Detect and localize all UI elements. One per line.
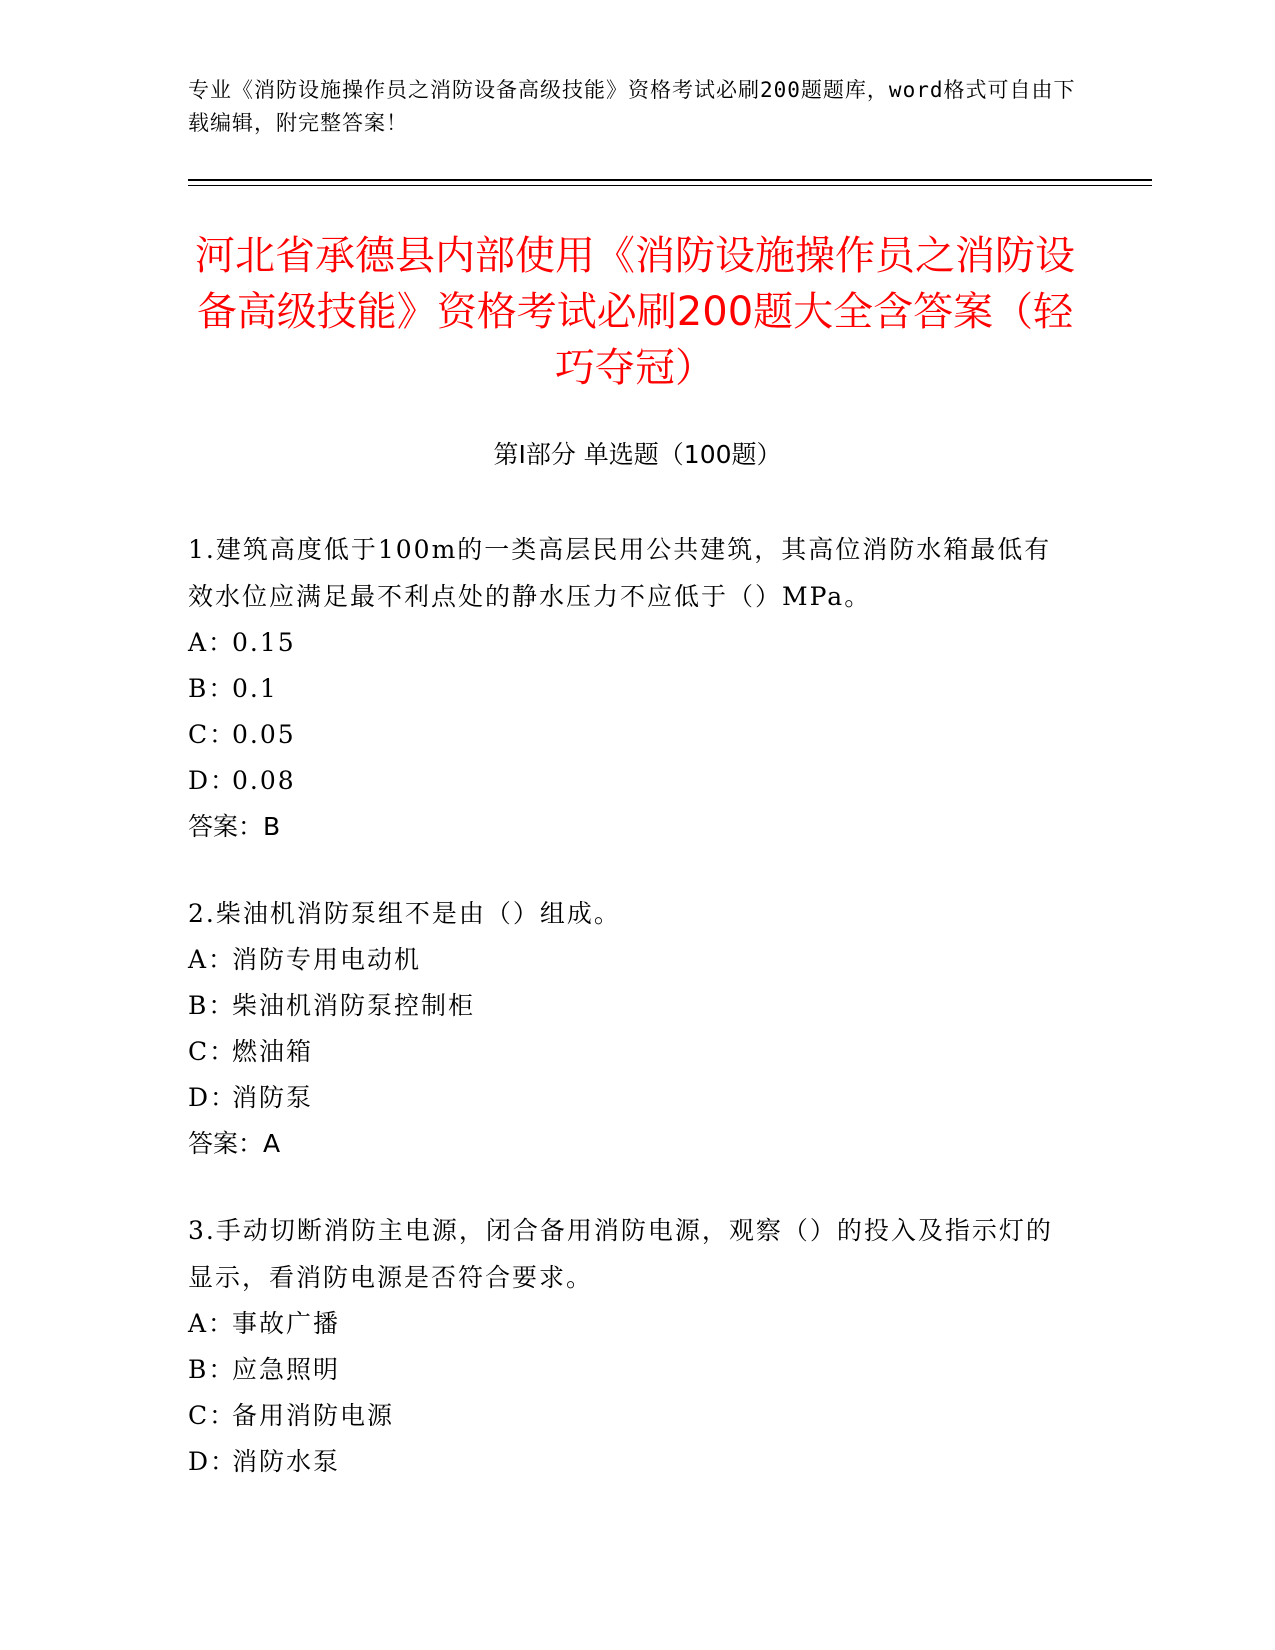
question-stem: 3.手动切断消防主电源，闭合备用消防电源，观察（）的投入及指示灯的显示，看消防电源是否符合要求。 xyxy=(188,1216,1053,1292)
option-b xyxy=(188,666,1078,712)
question-1 xyxy=(188,526,1078,850)
question-2 xyxy=(188,890,1078,1167)
option-c xyxy=(188,1393,1078,1439)
option-text: 消防泵 xyxy=(232,1083,314,1112)
option-b xyxy=(188,1347,1078,1393)
option-c xyxy=(188,1029,1078,1075)
option-text: 0.08 xyxy=(232,766,296,795)
option-text: 事故广播 xyxy=(232,1309,341,1338)
option-key: D： xyxy=(188,1447,238,1476)
header-note: 专业《消防设施操作员之消防设备高级技能》资格考试必刷200题题库，word格式可自由下载编辑，附完整答案！ xyxy=(188,78,1076,135)
option-text: 应急照明 xyxy=(232,1355,341,1384)
answer-line: 答案：A xyxy=(188,1129,281,1158)
document-title: 河北省承德县内部使用《消防设施操作员之消防设备高级技能》资格考试必刷200题大全含答案（轻巧夺冠） xyxy=(195,233,1075,391)
option-b xyxy=(188,983,1078,1029)
option-a xyxy=(188,1301,1078,1347)
header-divider-thick xyxy=(188,179,1152,181)
option-key: C： xyxy=(188,1401,237,1430)
option-text: 备用消防电源 xyxy=(232,1401,395,1430)
option-text: 燃油箱 xyxy=(232,1037,314,1066)
option-text: 消防专用电动机 xyxy=(232,945,422,974)
section-title: 第Ⅰ部分 单选题（100题） xyxy=(493,440,782,469)
option-text: 0.15 xyxy=(232,628,296,657)
option-key: B： xyxy=(188,991,236,1020)
question-stem: 2.柴油机消防泵组不是由（）组成。 xyxy=(188,899,621,928)
option-key: A： xyxy=(188,1309,236,1338)
option-key: A： xyxy=(188,945,236,974)
question-3 xyxy=(188,1207,1078,1485)
header-divider-thin xyxy=(188,185,1152,186)
option-key: D： xyxy=(188,766,238,795)
option-d xyxy=(188,1075,1078,1121)
option-c xyxy=(188,712,1078,758)
option-text: 0.05 xyxy=(232,720,296,749)
option-key: C： xyxy=(188,720,237,749)
option-a xyxy=(188,937,1078,983)
option-key: A： xyxy=(188,628,236,657)
option-key: B： xyxy=(188,1355,236,1384)
option-d xyxy=(188,1439,1078,1485)
option-key: D： xyxy=(188,1083,238,1112)
option-text: 柴油机消防泵控制柜 xyxy=(232,991,476,1020)
option-text: 0.1 xyxy=(232,674,278,703)
option-text: 消防水泵 xyxy=(232,1447,341,1476)
option-d xyxy=(188,758,1078,804)
question-list xyxy=(188,526,1078,1525)
option-key: C： xyxy=(188,1037,237,1066)
option-a xyxy=(188,620,1078,666)
question-stem: 1.建筑高度低于100m的一类高层民用公共建筑，其高位消防水箱最低有效水位应满足最不利点处的静水压力不应低于（）MPa。 xyxy=(188,535,1052,611)
answer-line: 答案：B xyxy=(188,812,281,841)
option-key: B： xyxy=(188,674,236,703)
